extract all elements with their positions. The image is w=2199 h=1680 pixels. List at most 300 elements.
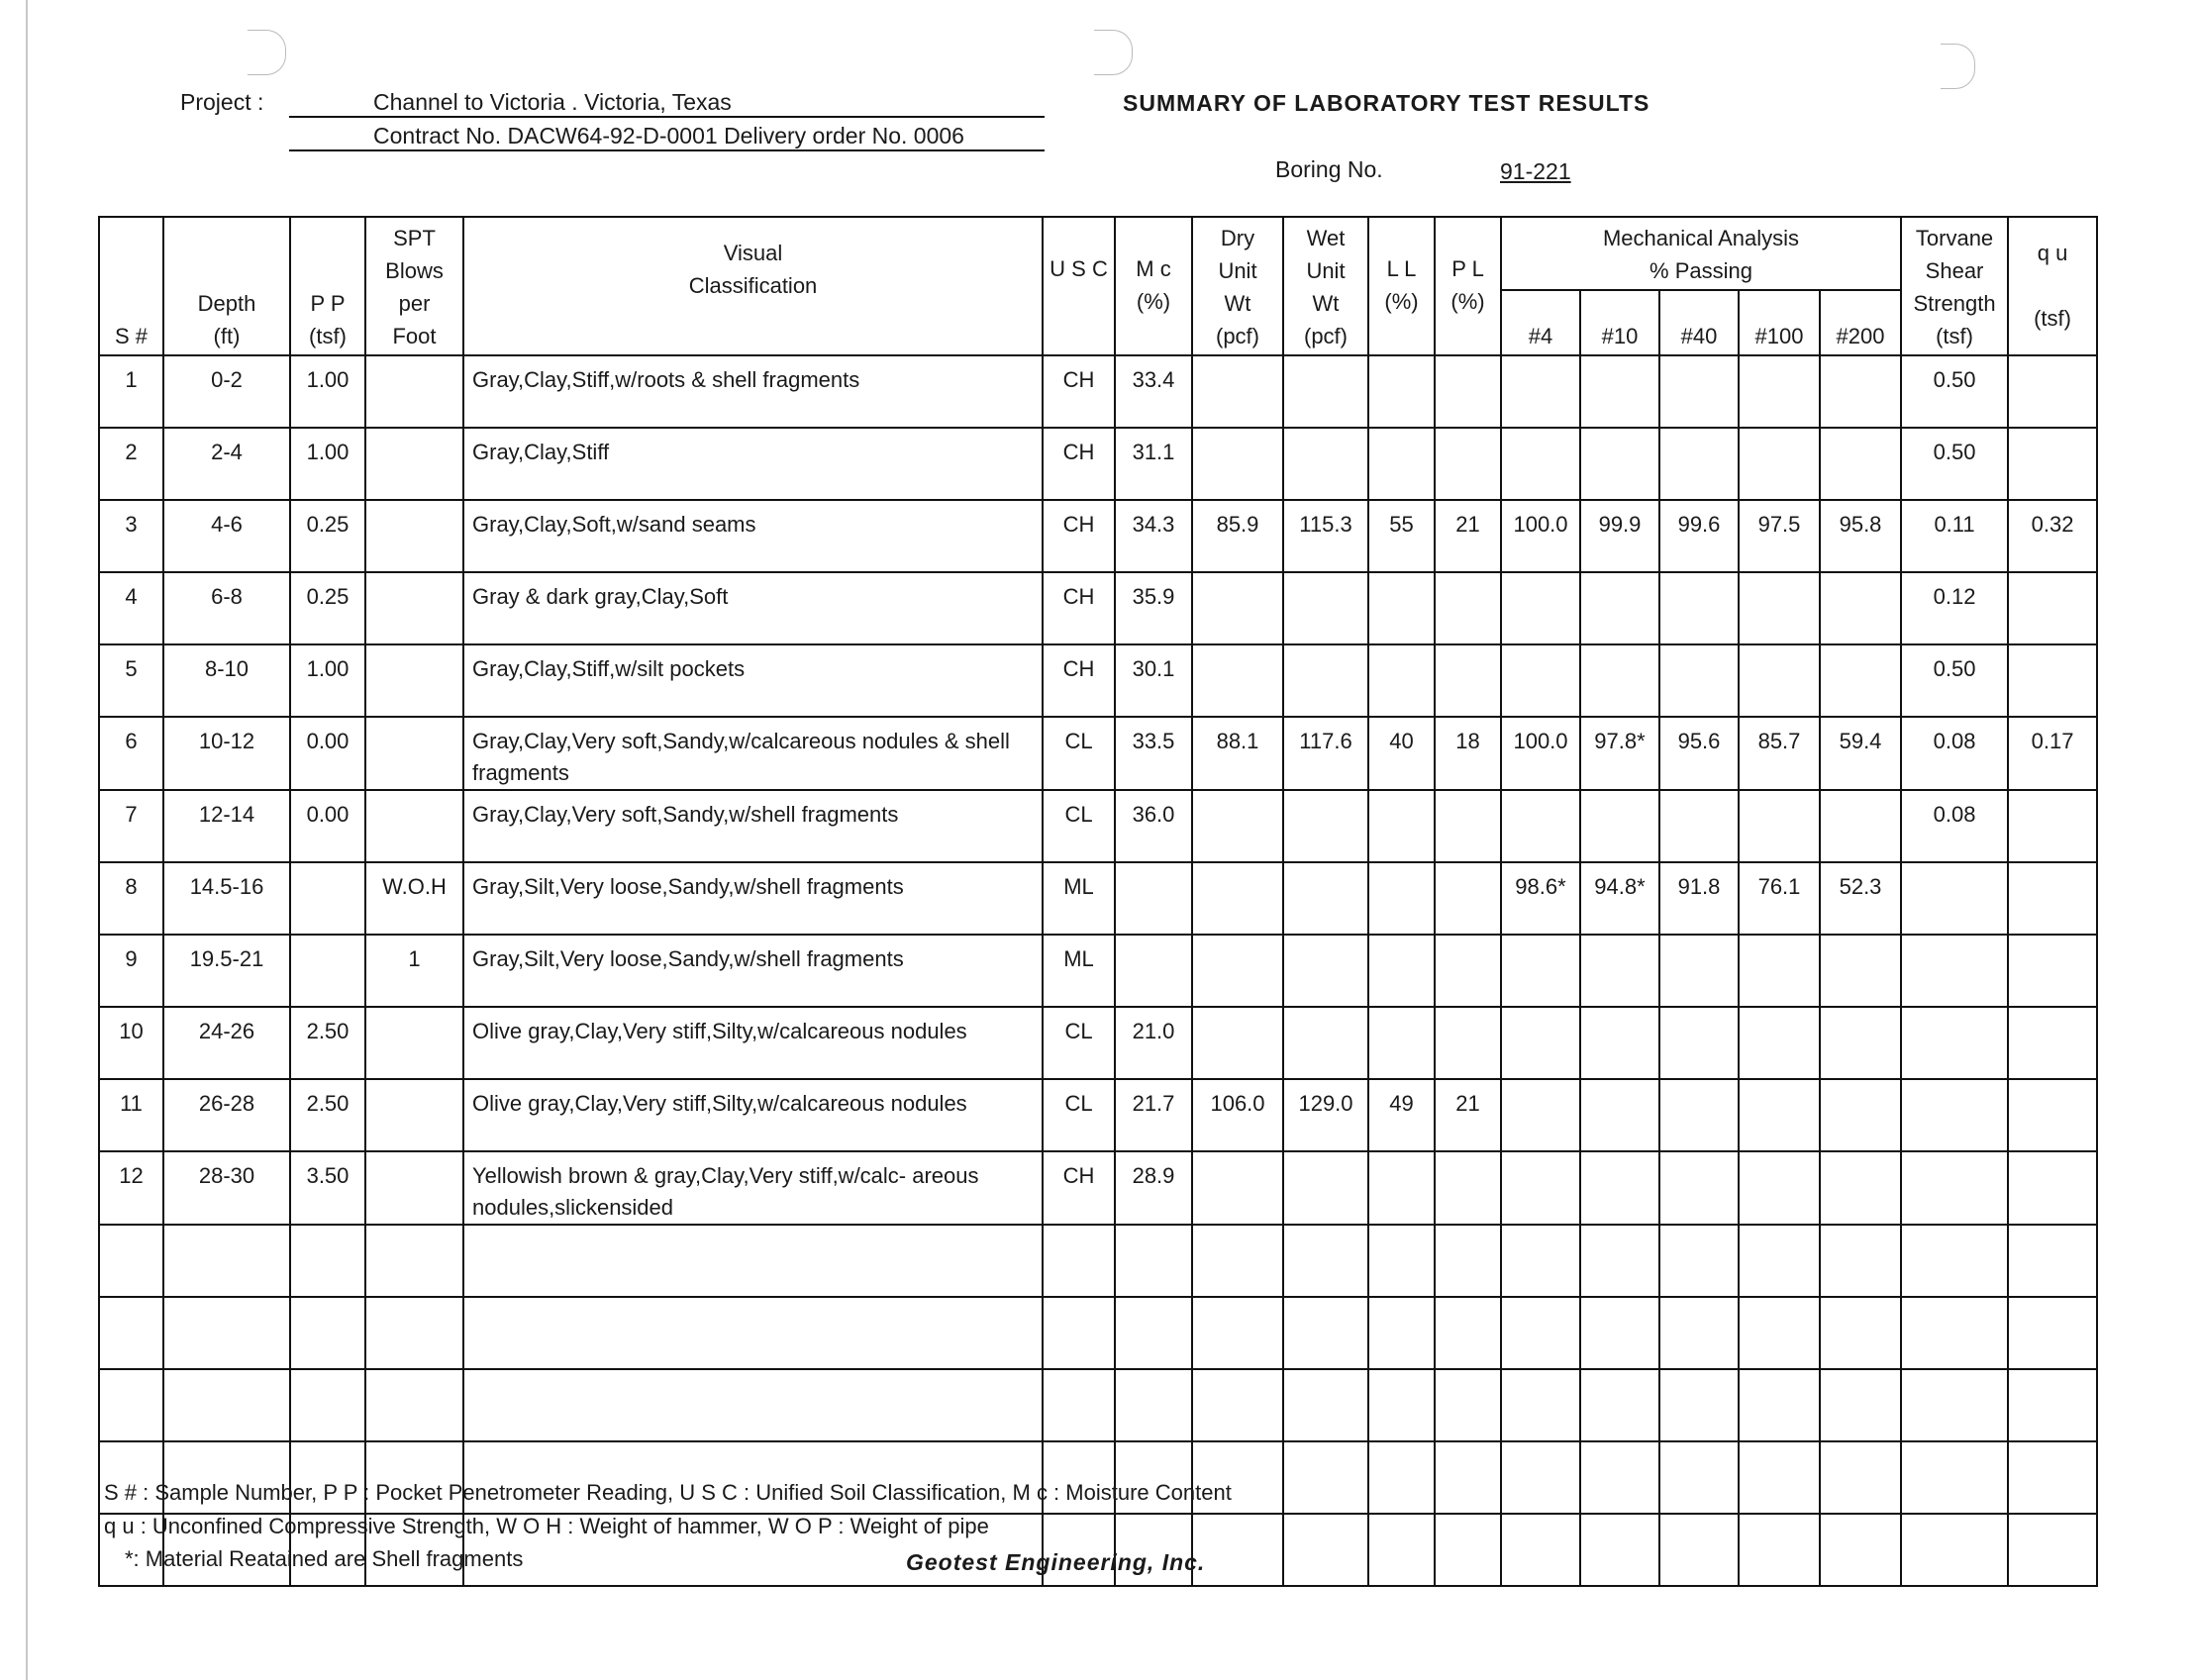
cell-qu <box>2008 862 2097 935</box>
cell-pp: 0.00 <box>290 717 365 790</box>
empty-cell <box>1739 1514 1820 1586</box>
col-mech-l1: Mechanical Analysis <box>1602 226 1800 250</box>
cell-torvane: 0.50 <box>1901 428 2008 500</box>
cell-dry <box>1192 1007 1283 1079</box>
cell-usc: CH <box>1043 572 1115 644</box>
cell-mc <box>1115 862 1192 935</box>
empty-cell <box>1901 1441 2008 1514</box>
empty-cell <box>1192 1225 1283 1297</box>
cell-depth: 0-2 <box>163 355 290 428</box>
cell-spt <box>365 717 463 790</box>
cell-desc: Olive gray,Clay,Very stiff,Silty,w/calcareous nodules <box>463 1079 1043 1151</box>
col-torvane-l2: Shear <box>1925 258 1984 283</box>
col-sample <box>99 217 163 355</box>
cell-mc: 28.9 <box>1115 1151 1192 1225</box>
cell-usc: CH <box>1043 1151 1115 1225</box>
empty-cell <box>1820 1297 1901 1369</box>
empty-cell <box>163 1369 290 1441</box>
cell-mc: 31.1 <box>1115 428 1192 500</box>
col-spt-l1: SPT <box>393 226 436 250</box>
legend-line-2: q u : Unconfined Compressive Strength, W O H : Weight of hammer, W O P : Weight of pipe <box>104 1514 989 1538</box>
cell-ll <box>1368 862 1435 935</box>
cell-p100 <box>1739 572 1820 644</box>
cell-spt <box>365 790 463 862</box>
cell-ll <box>1368 1007 1435 1079</box>
cell-pl: 21 <box>1435 1079 1501 1151</box>
col-pp-l2: (tsf) <box>309 324 347 348</box>
cell-ll <box>1368 644 1435 717</box>
cell-ll: 40 <box>1368 717 1435 790</box>
cell-p200: 95.8 <box>1820 500 1901 572</box>
empty-cell <box>1739 1441 1820 1514</box>
col-sample-label: S # <box>114 324 149 348</box>
empty-cell <box>1739 1369 1820 1441</box>
cell-pl <box>1435 428 1501 500</box>
empty-cell <box>2008 1514 2097 1586</box>
legend-line-3: *: Material Reatained are Shell fragments <box>125 1546 524 1571</box>
empty-cell <box>1283 1441 1368 1514</box>
cell-s: 2 <box>99 428 163 500</box>
cell-p10: 97.8* <box>1580 717 1659 790</box>
col-wet <box>1283 217 1368 355</box>
cell-p40 <box>1659 572 1739 644</box>
col-depth <box>163 217 290 355</box>
cell-qu <box>2008 935 2097 1007</box>
cell-p40 <box>1659 935 1739 1007</box>
cell-p4 <box>1501 572 1580 644</box>
cell-s: 4 <box>99 572 163 644</box>
empty-cell <box>1043 1369 1115 1441</box>
empty-cell <box>1115 1225 1192 1297</box>
col-dry-l1: Dry <box>1220 226 1255 250</box>
cell-spt <box>365 428 463 500</box>
cell-pp: 1.00 <box>290 355 365 428</box>
empty-cell <box>1043 1225 1115 1297</box>
cell-p100: 97.5 <box>1739 500 1820 572</box>
cell-desc: Olive gray,Clay,Very stiff,Silty,w/calcareous nodules <box>463 1007 1043 1079</box>
cell-torvane: 0.08 <box>1901 717 2008 790</box>
cell-p200: 59.4 <box>1820 717 1901 790</box>
project-label: Project : <box>180 89 264 115</box>
empty-cell <box>1820 1225 1901 1297</box>
cell-depth: 2-4 <box>163 428 290 500</box>
cell-pl <box>1435 862 1501 935</box>
cell-qu: 0.17 <box>2008 717 2097 790</box>
empty-cell <box>1901 1297 2008 1369</box>
cell-dry <box>1192 355 1283 428</box>
cell-wet <box>1283 935 1368 1007</box>
empty-cell <box>1659 1514 1739 1586</box>
punch-hole-mark <box>1094 30 1133 75</box>
cell-p40 <box>1659 790 1739 862</box>
cell-wet: 117.6 <box>1283 717 1368 790</box>
cell-torvane: 0.50 <box>1901 644 2008 717</box>
empty-cell <box>99 1369 163 1441</box>
cell-pp: 1.00 <box>290 644 365 717</box>
cell-qu <box>2008 790 2097 862</box>
punch-hole-mark <box>248 30 286 75</box>
empty-cell <box>163 1225 290 1297</box>
empty-cell <box>1115 1297 1192 1369</box>
empty-cell <box>1368 1369 1435 1441</box>
cell-dry <box>1192 644 1283 717</box>
table-row <box>99 1079 2097 1151</box>
cell-mc: 35.9 <box>1115 572 1192 644</box>
cell-pp: 0.25 <box>290 500 365 572</box>
cell-p4 <box>1501 355 1580 428</box>
cell-s: 6 <box>99 717 163 790</box>
cell-s: 3 <box>99 500 163 572</box>
cell-torvane: 0.12 <box>1901 572 2008 644</box>
empty-cell <box>1659 1225 1739 1297</box>
empty-cell <box>1659 1297 1739 1369</box>
empty-cell <box>1820 1514 1901 1586</box>
page-edge-line <box>26 0 28 1680</box>
empty-cell <box>1435 1369 1501 1441</box>
cell-usc: ML <box>1043 935 1115 1007</box>
cell-wet <box>1283 1151 1368 1225</box>
cell-p200 <box>1820 1079 1901 1151</box>
table-row <box>99 717 2097 790</box>
cell-depth: 12-14 <box>163 790 290 862</box>
col-spt <box>365 217 463 355</box>
empty-cell <box>1659 1441 1739 1514</box>
cell-wet <box>1283 428 1368 500</box>
cell-desc: Gray,Clay,Very soft,Sandy,w/shell fragments <box>463 790 1043 862</box>
cell-p200 <box>1820 355 1901 428</box>
cell-p10 <box>1580 935 1659 1007</box>
cell-mc: 30.1 <box>1115 644 1192 717</box>
col-ll-l1: L L <box>1386 256 1417 281</box>
cell-p10: 94.8* <box>1580 862 1659 935</box>
col-sieve-100 <box>1739 290 1820 355</box>
sieve-label: #200 <box>1836 324 1885 348</box>
empty-cell <box>99 1297 163 1369</box>
cell-wet <box>1283 1007 1368 1079</box>
empty-cell <box>1739 1297 1820 1369</box>
cell-pl <box>1435 1151 1501 1225</box>
cell-s: 5 <box>99 644 163 717</box>
cell-p100 <box>1739 1007 1820 1079</box>
contract-info: Contract No. DACW64-92-D-0001 Delivery order No. 0006 <box>373 123 964 148</box>
cell-p40: 95.6 <box>1659 717 1739 790</box>
cell-wet <box>1283 572 1368 644</box>
col-mech-l2: % Passing <box>1649 258 1752 283</box>
cell-usc: CH <box>1043 500 1115 572</box>
col-depth-l1: Depth <box>197 291 256 316</box>
empty-cell <box>99 1225 163 1297</box>
cell-p100 <box>1739 644 1820 717</box>
cell-p40 <box>1659 1079 1739 1151</box>
col-sieve-40 <box>1659 290 1739 355</box>
empty-cell <box>1283 1225 1368 1297</box>
cell-depth: 10-12 <box>163 717 290 790</box>
col-pl-l1: P L <box>1451 256 1484 281</box>
col-pl-l2: (%) <box>1450 289 1485 314</box>
cell-depth: 8-10 <box>163 644 290 717</box>
cell-p200 <box>1820 644 1901 717</box>
cell-desc: Gray & dark gray,Clay,Soft <box>463 572 1043 644</box>
empty-cell <box>1501 1514 1580 1586</box>
cell-p200 <box>1820 935 1901 1007</box>
cell-p100 <box>1739 1079 1820 1151</box>
empty-cell <box>1901 1514 2008 1586</box>
empty-cell <box>365 1369 463 1441</box>
cell-p10 <box>1580 790 1659 862</box>
empty-cell <box>1115 1369 1192 1441</box>
col-sieve-10 <box>1580 290 1659 355</box>
col-dry-l2: Unit <box>1218 258 1257 283</box>
cell-p4 <box>1501 428 1580 500</box>
empty-cell <box>1580 1297 1659 1369</box>
cell-desc: Gray,Silt,Very loose,Sandy,w/shell fragments <box>463 862 1043 935</box>
cell-depth: 24-26 <box>163 1007 290 1079</box>
cell-usc: CL <box>1043 717 1115 790</box>
cell-p4 <box>1501 935 1580 1007</box>
cell-pp <box>290 935 365 1007</box>
col-mc-l2: (%) <box>1136 289 1171 314</box>
col-visual-l1: Visual <box>723 240 783 265</box>
cell-qu <box>2008 1151 2097 1225</box>
legend-line-1: S # : Sample Number, P P : Pocket Penetrometer Reading, U S C : Unified Soil Classification, M c : Moisture Content <box>104 1480 1232 1505</box>
empty-cell <box>1739 1225 1820 1297</box>
cell-p10 <box>1580 572 1659 644</box>
empty-cell <box>463 1225 1043 1297</box>
cell-pl <box>1435 1007 1501 1079</box>
sieve-label: #40 <box>1680 324 1718 348</box>
cell-pl <box>1435 572 1501 644</box>
cell-pp: 0.00 <box>290 790 365 862</box>
col-qu-l1: q u <box>2037 240 2068 265</box>
cell-depth: 19.5-21 <box>163 935 290 1007</box>
cell-p100 <box>1739 355 1820 428</box>
cell-p200 <box>1820 790 1901 862</box>
cell-desc: Gray,Silt,Very loose,Sandy,w/shell fragments <box>463 935 1043 1007</box>
cell-desc: Yellowish brown & gray,Clay,Very stiff,w/calc- areous nodules,slickensided <box>463 1151 1043 1225</box>
cell-wet: 129.0 <box>1283 1079 1368 1151</box>
cell-p10 <box>1580 1007 1659 1079</box>
cell-s: 9 <box>99 935 163 1007</box>
empty-cell <box>1659 1369 1739 1441</box>
cell-pp: 2.50 <box>290 1079 365 1151</box>
empty-row <box>99 1369 2097 1441</box>
lab-results-table <box>98 216 2098 1587</box>
cell-depth: 14.5-16 <box>163 862 290 935</box>
empty-cell <box>1435 1225 1501 1297</box>
cell-ll: 55 <box>1368 500 1435 572</box>
col-mc-l1: M c <box>1136 256 1171 281</box>
col-dry <box>1192 217 1283 355</box>
cell-p100: 85.7 <box>1739 717 1820 790</box>
empty-cell <box>2008 1225 2097 1297</box>
col-pp <box>290 217 365 355</box>
cell-p100 <box>1739 1151 1820 1225</box>
cell-ll: 49 <box>1368 1079 1435 1151</box>
cell-dry: 106.0 <box>1192 1079 1283 1151</box>
cell-usc: CH <box>1043 644 1115 717</box>
cell-torvane: 0.08 <box>1901 790 2008 862</box>
cell-torvane <box>1901 1007 2008 1079</box>
table-row <box>99 500 2097 572</box>
col-visual-l2: Classification <box>688 272 818 298</box>
cell-dry: 88.1 <box>1192 717 1283 790</box>
cell-p4 <box>1501 644 1580 717</box>
cell-qu <box>2008 1079 2097 1151</box>
col-wet-l3: Wt <box>1312 291 1340 316</box>
cell-p200 <box>1820 428 1901 500</box>
cell-pl: 18 <box>1435 717 1501 790</box>
cell-p10 <box>1580 644 1659 717</box>
empty-cell <box>1501 1225 1580 1297</box>
cell-qu <box>2008 428 2097 500</box>
cell-p10 <box>1580 355 1659 428</box>
cell-usc: CL <box>1043 790 1115 862</box>
cell-s: 10 <box>99 1007 163 1079</box>
empty-cell <box>1435 1514 1501 1586</box>
cell-pp: 2.50 <box>290 1007 365 1079</box>
col-wet-l2: Unit <box>1306 258 1346 283</box>
cell-dry: 85.9 <box>1192 500 1283 572</box>
cell-spt <box>365 1007 463 1079</box>
cell-usc: CL <box>1043 1079 1115 1151</box>
cell-qu <box>2008 1007 2097 1079</box>
cell-pp: 1.00 <box>290 428 365 500</box>
cell-ll <box>1368 355 1435 428</box>
empty-cell <box>290 1297 365 1369</box>
cell-p4 <box>1501 790 1580 862</box>
cell-qu <box>2008 355 2097 428</box>
table-row <box>99 862 2097 935</box>
empty-cell <box>1501 1297 1580 1369</box>
empty-cell <box>1283 1297 1368 1369</box>
empty-cell <box>1580 1369 1659 1441</box>
cell-p100 <box>1739 790 1820 862</box>
cell-p40 <box>1659 1007 1739 1079</box>
empty-cell <box>1192 1514 1283 1586</box>
cell-p40 <box>1659 644 1739 717</box>
empty-cell <box>1043 1297 1115 1369</box>
table-row <box>99 355 2097 428</box>
col-ll <box>1368 217 1435 355</box>
project-underline <box>289 116 1045 118</box>
boring-number: 91-221 <box>1500 158 1571 184</box>
cell-torvane <box>1901 935 2008 1007</box>
empty-cell <box>1368 1225 1435 1297</box>
cell-pp: 0.25 <box>290 572 365 644</box>
empty-cell <box>1435 1297 1501 1369</box>
cell-mc: 36.0 <box>1115 790 1192 862</box>
contract-underline <box>289 149 1045 151</box>
cell-pl <box>1435 644 1501 717</box>
col-pl <box>1435 217 1501 355</box>
empty-cell <box>1901 1369 2008 1441</box>
table-row <box>99 1151 2097 1225</box>
empty-cell <box>163 1297 290 1369</box>
cell-usc: CH <box>1043 428 1115 500</box>
col-wet-l4: (pcf) <box>1304 324 1348 348</box>
cell-p10 <box>1580 1151 1659 1225</box>
cell-wet: 115.3 <box>1283 500 1368 572</box>
cell-p4: 100.0 <box>1501 717 1580 790</box>
empty-cell <box>1501 1369 1580 1441</box>
empty-cell <box>2008 1441 2097 1514</box>
col-usc-label: U S C <box>1050 256 1108 281</box>
empty-cell <box>2008 1297 2097 1369</box>
col-ll-l2: (%) <box>1384 289 1419 314</box>
empty-cell <box>1192 1369 1283 1441</box>
cell-mc: 33.4 <box>1115 355 1192 428</box>
empty-row <box>99 1297 2097 1369</box>
cell-s: 8 <box>99 862 163 935</box>
empty-cell <box>1368 1441 1435 1514</box>
col-pp-l1: P P <box>310 291 346 316</box>
empty-cell <box>365 1225 463 1297</box>
cell-usc: ML <box>1043 862 1115 935</box>
empty-cell <box>2008 1369 2097 1441</box>
cell-torvane <box>1901 862 2008 935</box>
cell-s: 1 <box>99 355 163 428</box>
cell-wet <box>1283 355 1368 428</box>
cell-torvane <box>1901 1151 2008 1225</box>
col-qu-l2: (tsf) <box>2034 305 2071 331</box>
cell-p10 <box>1580 1079 1659 1151</box>
cell-dry <box>1192 862 1283 935</box>
cell-p40: 91.8 <box>1659 862 1739 935</box>
cell-p4: 100.0 <box>1501 500 1580 572</box>
cell-ll <box>1368 428 1435 500</box>
cell-pl <box>1435 935 1501 1007</box>
cell-desc: Gray,Clay,Soft,w/sand seams <box>463 500 1043 572</box>
cell-p4 <box>1501 1151 1580 1225</box>
cell-p4 <box>1501 1007 1580 1079</box>
cell-mc <box>1115 935 1192 1007</box>
empty-cell <box>1368 1297 1435 1369</box>
cell-mc: 34.3 <box>1115 500 1192 572</box>
cell-usc: CL <box>1043 1007 1115 1079</box>
cell-torvane: 0.50 <box>1901 355 2008 428</box>
cell-dry <box>1192 1151 1283 1225</box>
cell-pl: 21 <box>1435 500 1501 572</box>
col-spt-l2: Blows <box>385 258 444 283</box>
cell-mc: 21.7 <box>1115 1079 1192 1151</box>
cell-desc: Gray,Clay,Very soft,Sandy,w/calcareous nodules & shell fragments <box>463 717 1043 790</box>
cell-spt <box>365 1079 463 1151</box>
col-dry-l4: (pcf) <box>1216 324 1259 348</box>
cell-qu <box>2008 644 2097 717</box>
col-dry-l3: Wt <box>1224 291 1251 316</box>
col-qu <box>2008 217 2097 355</box>
empty-cell <box>1580 1225 1659 1297</box>
table-row <box>99 572 2097 644</box>
cell-p100 <box>1739 935 1820 1007</box>
cell-qu: 0.32 <box>2008 500 2097 572</box>
empty-cell <box>290 1369 365 1441</box>
cell-p40: 99.6 <box>1659 500 1739 572</box>
cell-p10 <box>1580 428 1659 500</box>
empty-cell <box>365 1297 463 1369</box>
col-visual <box>463 217 1043 355</box>
cell-s: 12 <box>99 1151 163 1225</box>
cell-torvane: 0.11 <box>1901 500 2008 572</box>
company-name: Geotest Engineering, Inc. <box>906 1549 1206 1575</box>
cell-p200 <box>1820 572 1901 644</box>
table-row <box>99 428 2097 500</box>
table-row <box>99 935 2097 1007</box>
cell-pl <box>1435 790 1501 862</box>
cell-p200 <box>1820 1151 1901 1225</box>
cell-p40 <box>1659 428 1739 500</box>
cell-spt: 1 <box>365 935 463 1007</box>
